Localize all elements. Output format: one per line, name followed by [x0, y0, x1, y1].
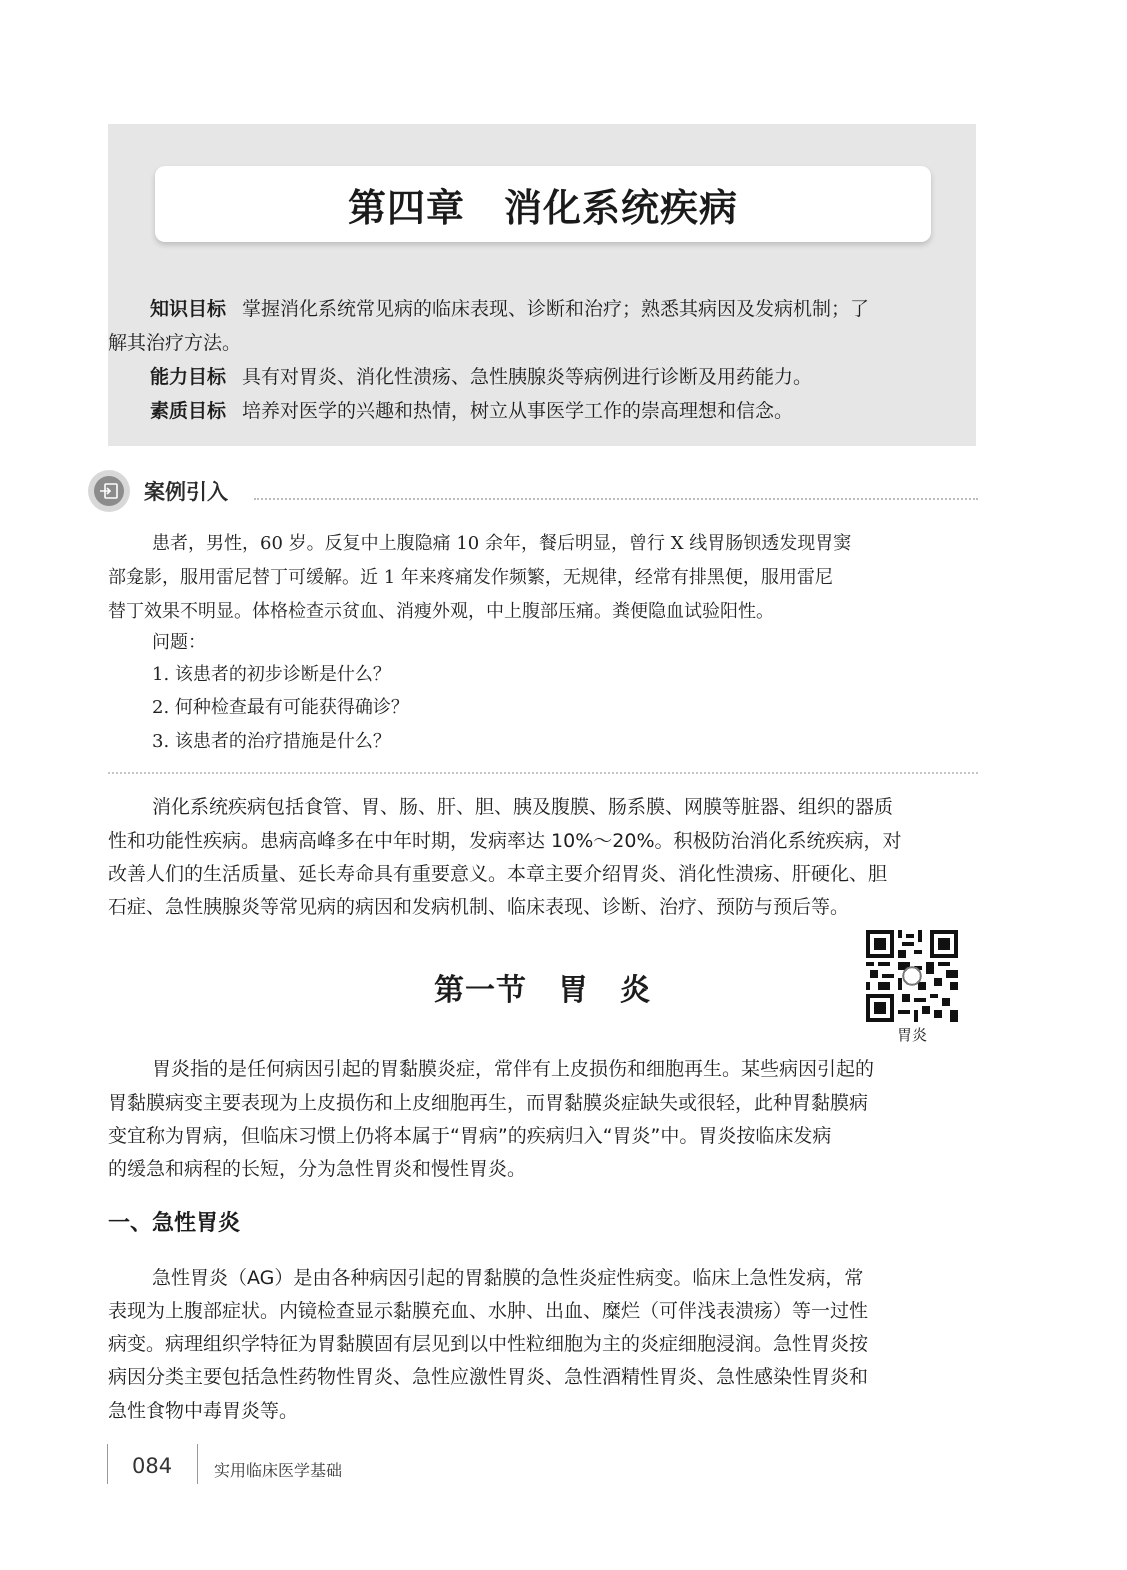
book-title: 实用临床医学基础 [214, 1461, 343, 1480]
footer-divider [107, 1444, 108, 1484]
chapter-title-card [155, 166, 931, 242]
acute-gastritis-paragraph-line: 急性食物中毒胃炎等。 [108, 1400, 299, 1422]
intro-paragraph-line: 消化系统疾病包括食管、胃、肠、肝、胆、胰及腹膜、肠系膜、网膜等脏器、组织的器质 [152, 796, 894, 818]
chapter-title: 第四章 消化系统疾病 [347, 185, 738, 230]
intro-paragraph-line: 性和功能性疾病。患病高峰多在中年时期，发病率达 10%～20%。积极防治消化系统疾病，对 [108, 830, 902, 852]
ability-objective-text: 具有对胃炎、消化性溃疡、急性胰腺炎等病例进行诊断及用药能力。 [242, 366, 813, 388]
case-question-label: 问题： [152, 632, 206, 653]
gastritis-paragraph-line: 胃黏膜病变主要表现为上皮损伤和上皮细胞再生，而胃黏膜炎症缺失或很轻，此种胃黏膜病 [108, 1092, 869, 1114]
case-question: 3. 该患者的治疗措施是什么？ [152, 731, 391, 752]
knowledge-objective [108, 292, 976, 326]
subsection-heading: 一、急性胃炎 [108, 1211, 241, 1236]
case-header-divider [254, 498, 978, 500]
acute-gastritis-paragraph-line: 病变。病理组织学特征为胃黏膜固有层见到以中性粒细胞为主的炎症细胞浸润。急性胃炎按 [108, 1333, 869, 1355]
qr-caption: 胃炎 [896, 1026, 927, 1044]
case-question: 2. 何种检查最有可能获得确诊？ [152, 697, 409, 718]
acute-gastritis-paragraph-line: 表现为上腹部症状。内镜检查显示黏膜充血、水肿、出血、糜烂（可伴浅表溃疡）等一过性 [108, 1300, 869, 1322]
quality-objective-label: 素质目标 [150, 400, 227, 422]
case-intro-title: 案例引入 [144, 480, 228, 504]
knowledge-objective-continued [108, 326, 976, 360]
case-text-line: 患者，男性，60 岁。反复中上腹隐痛 10 余年，餐后明显，曾行 X 线胃肠钡透发现胃窦 [152, 533, 852, 554]
qr-code-image[interactable] [866, 930, 958, 1022]
page-number: 084 [132, 1454, 173, 1478]
gastritis-paragraph-line: 胃炎指的是任何病因引起的胃黏膜炎症，常伴有上皮损伤和细胞再生。某些病因引起的 [152, 1058, 875, 1080]
section-title: 第一节 胃 炎 [434, 973, 651, 1008]
quality-objective-text: 培养对医学的兴趣和热情，树立从事医学工作的崇高理想和信念。 [242, 400, 794, 422]
knowledge-objective-text: 掌握消化系统常见病的临床表现、诊断和治疗；熟悉其病因及发病机制；了 [242, 298, 870, 320]
ability-objective-label: 能力目标 [150, 366, 227, 388]
knowledge-objective-label: 知识目标 [150, 298, 227, 320]
intro-paragraph-line: 改善人们的生活质量、延长寿命具有重要意义。本章主要介绍胃炎、消化性溃疡、肝硬化、胆 [108, 863, 888, 885]
gastritis-paragraph-line: 的缓急和病程的长短，分为急性胃炎和慢性胃炎。 [108, 1158, 527, 1180]
footer-divider [197, 1444, 198, 1484]
case-text-line: 替丁效果不明显。体格检查示贫血、消瘦外观，中上腹部压痛。粪便隐血试验阳性。 [108, 601, 774, 622]
case-intro-header [88, 470, 978, 512]
case-question: 1. 该患者的初步诊断是什么？ [152, 664, 391, 685]
ability-objective [108, 360, 976, 394]
knowledge-objective-text-cont: 解其治疗方法。 [108, 332, 242, 354]
arrow-right-box-icon [88, 470, 130, 512]
intro-paragraph-line: 石症、急性胰腺炎等常见病的病因和发病机制、临床表现、诊断、治疗、预防与预后等。 [108, 896, 850, 918]
gastritis-paragraph-line: 变宜称为胃病，但临床习惯上仍将本属于“胃病”的疾病归入“胃炎”中。胃炎按临床发病 [108, 1125, 832, 1147]
case-text-line: 部龛影，服用雷尼替丁可缓解。近 1 年来疼痛发作频繁，无规律，经常有排黑便，服用雷尼 [108, 567, 833, 588]
case-end-divider [108, 772, 978, 774]
acute-gastritis-paragraph-line: 病因分类主要包括急性药物性胃炎、急性应激性胃炎、急性酒精性胃炎、急性感染性胃炎和 [108, 1366, 869, 1388]
quality-objective [108, 394, 976, 428]
acute-gastritis-paragraph-line: 急性胃炎（AG）是由各种病因引起的胃黏膜的急性炎症性病变。临床上急性发病，常 [152, 1267, 864, 1289]
